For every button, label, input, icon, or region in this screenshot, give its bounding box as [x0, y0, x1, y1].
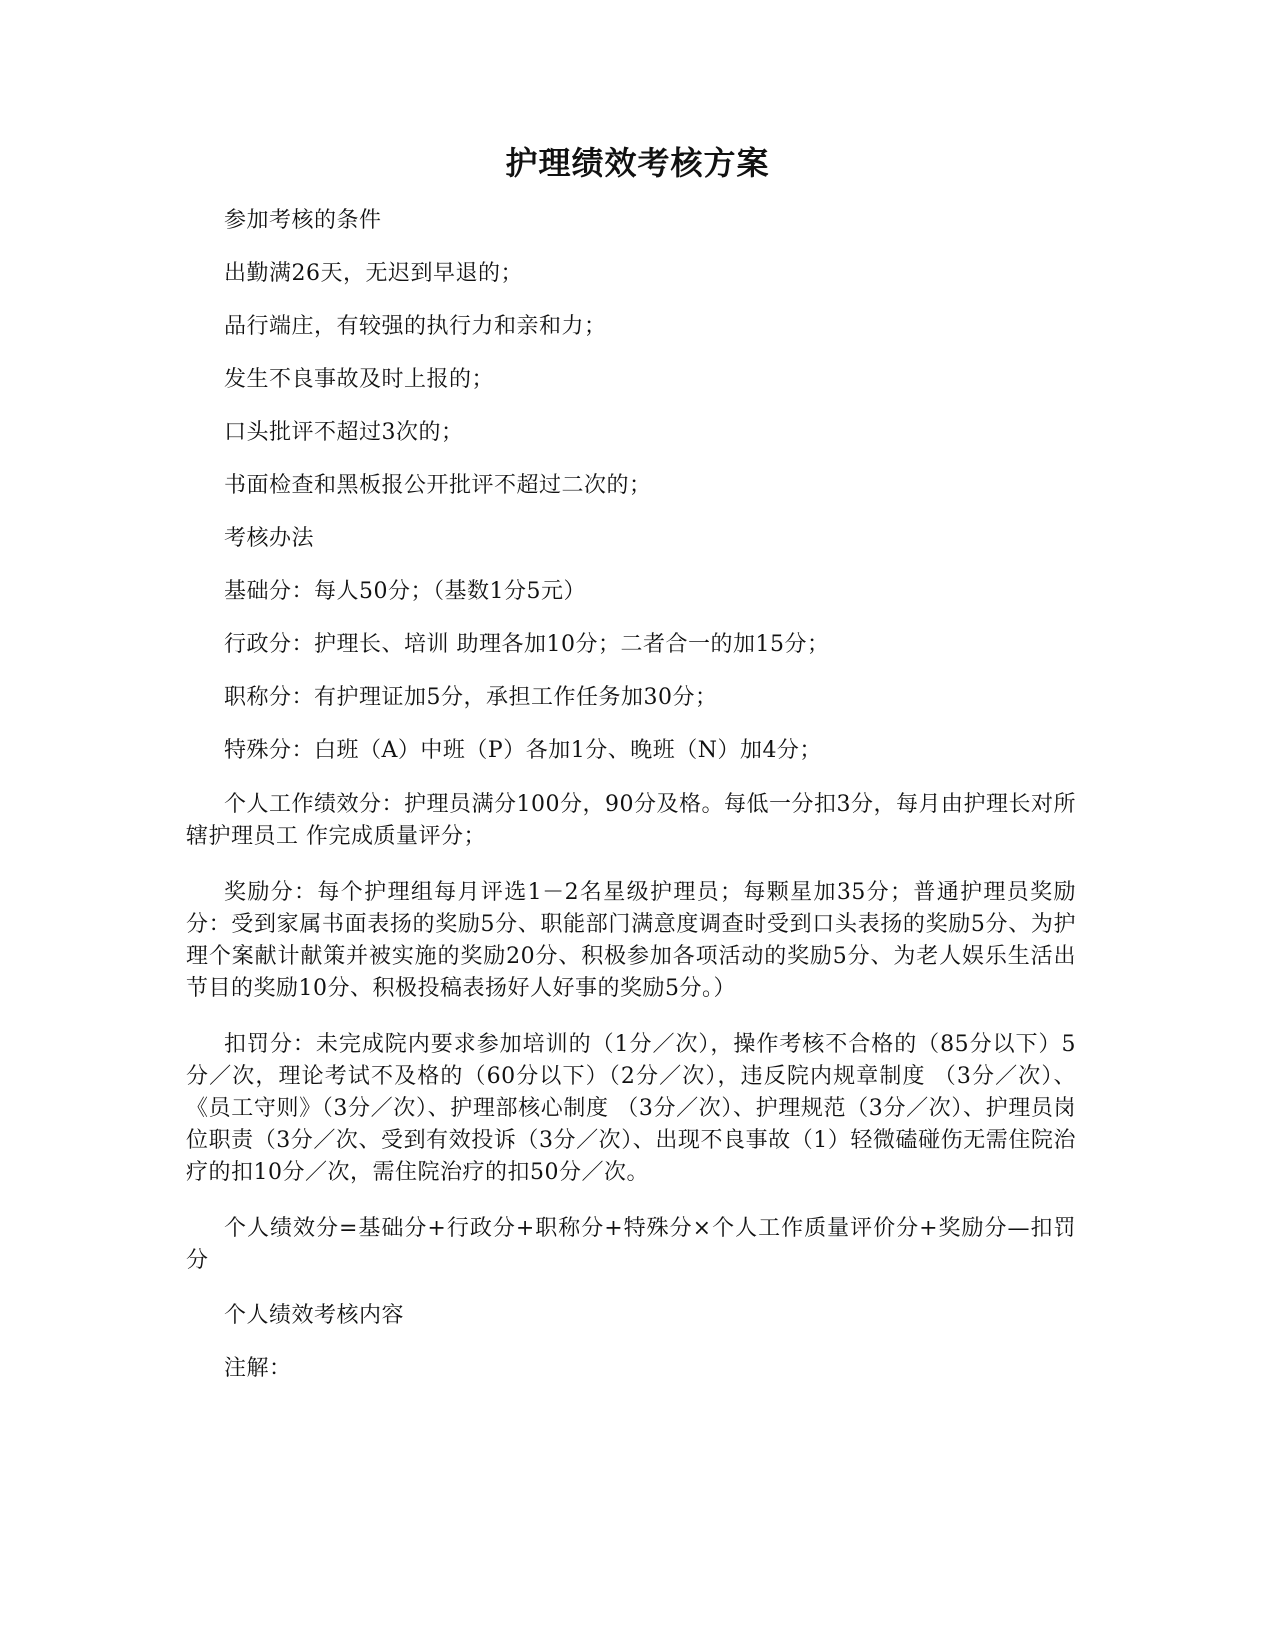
paragraph-heading-conditions: 参加考核的条件 [224, 208, 382, 233]
paragraph-verbal-criticism: 口头批评不超过3次的； [224, 420, 464, 445]
document-body [186, 206, 1076, 1407]
paragraph-notes: 注解： [224, 1356, 292, 1381]
paragraph-incident-report: 发生不良事故及时上报的； [224, 367, 495, 392]
paragraph-performance-score: 个人工作绩效分：护理员满分100分，90分及格。每低一分扣3分，每月由护理长对所辖护理员工 作完成质量评分； [186, 792, 1076, 849]
document-title: 护理绩效考核方案 [505, 144, 770, 182]
paragraph-admin-score: 行政分：护理长、培训 助理各加10分；二者合一的加15分； [224, 632, 830, 657]
paragraph-special-score: 特殊分：白班（A）中班（P）各加1分、晚班（N）加4分； [224, 738, 822, 763]
paragraph-formula: 个人绩效分=基础分+行政分+职称分+特殊分×个人工作质量评价分+奖励分—扣罚分 [186, 1216, 1076, 1273]
paragraph-attendance: 出勤满26天，无迟到早退的； [224, 261, 523, 286]
paragraph-penalty-score: 扣罚分：未完成院内要求参加培训的（1分／次），操作考核不合格的（85分以下）5分／次，理论考试不及格的（60分以下）（2分／次），违反院内规章制度 （3分／次）、《员工守则》（3分／次）、护理部核心制度 （3分／次）、护理规范（3分／次）、护理员岗位职责（3分／次、受到有效投诉（3分／次）、出现不良事故（1）轻微磕碰伤无需住院治疗的扣10分／次，需住院治疗的扣50分／次。 [186, 1032, 1076, 1185]
paragraph-written-criticism: 书面检查和黑板报公开批评不超过二次的； [224, 473, 652, 498]
paragraph-conduct: 品行端庄，有较强的执行力和亲和力； [224, 314, 607, 339]
paragraph-base-score: 基础分：每人50分；（基数1分5元） [224, 579, 586, 604]
paragraph-title-score: 职称分：有护理证加5分，承担工作任务加30分； [224, 685, 718, 710]
paragraph-reward-score: 奖励分：每个护理组每月评选1－2名星级护理员；每颗星加35分；普通护理员奖励分：受到家属书面表扬的奖励5分、职能部门满意度调查时受到口头表扬的奖励5分、为护理个案献计献策并被实施的奖励20分、积极参加各项活动的奖励5分、为老人娱乐生活出节目的奖励10分、积极投稿表扬好人好事的奖励5分。） [186, 880, 1076, 1001]
paragraph-heading-method: 考核办法 [224, 526, 315, 551]
paragraph-heading-content: 个人绩效考核内容 [224, 1303, 405, 1328]
